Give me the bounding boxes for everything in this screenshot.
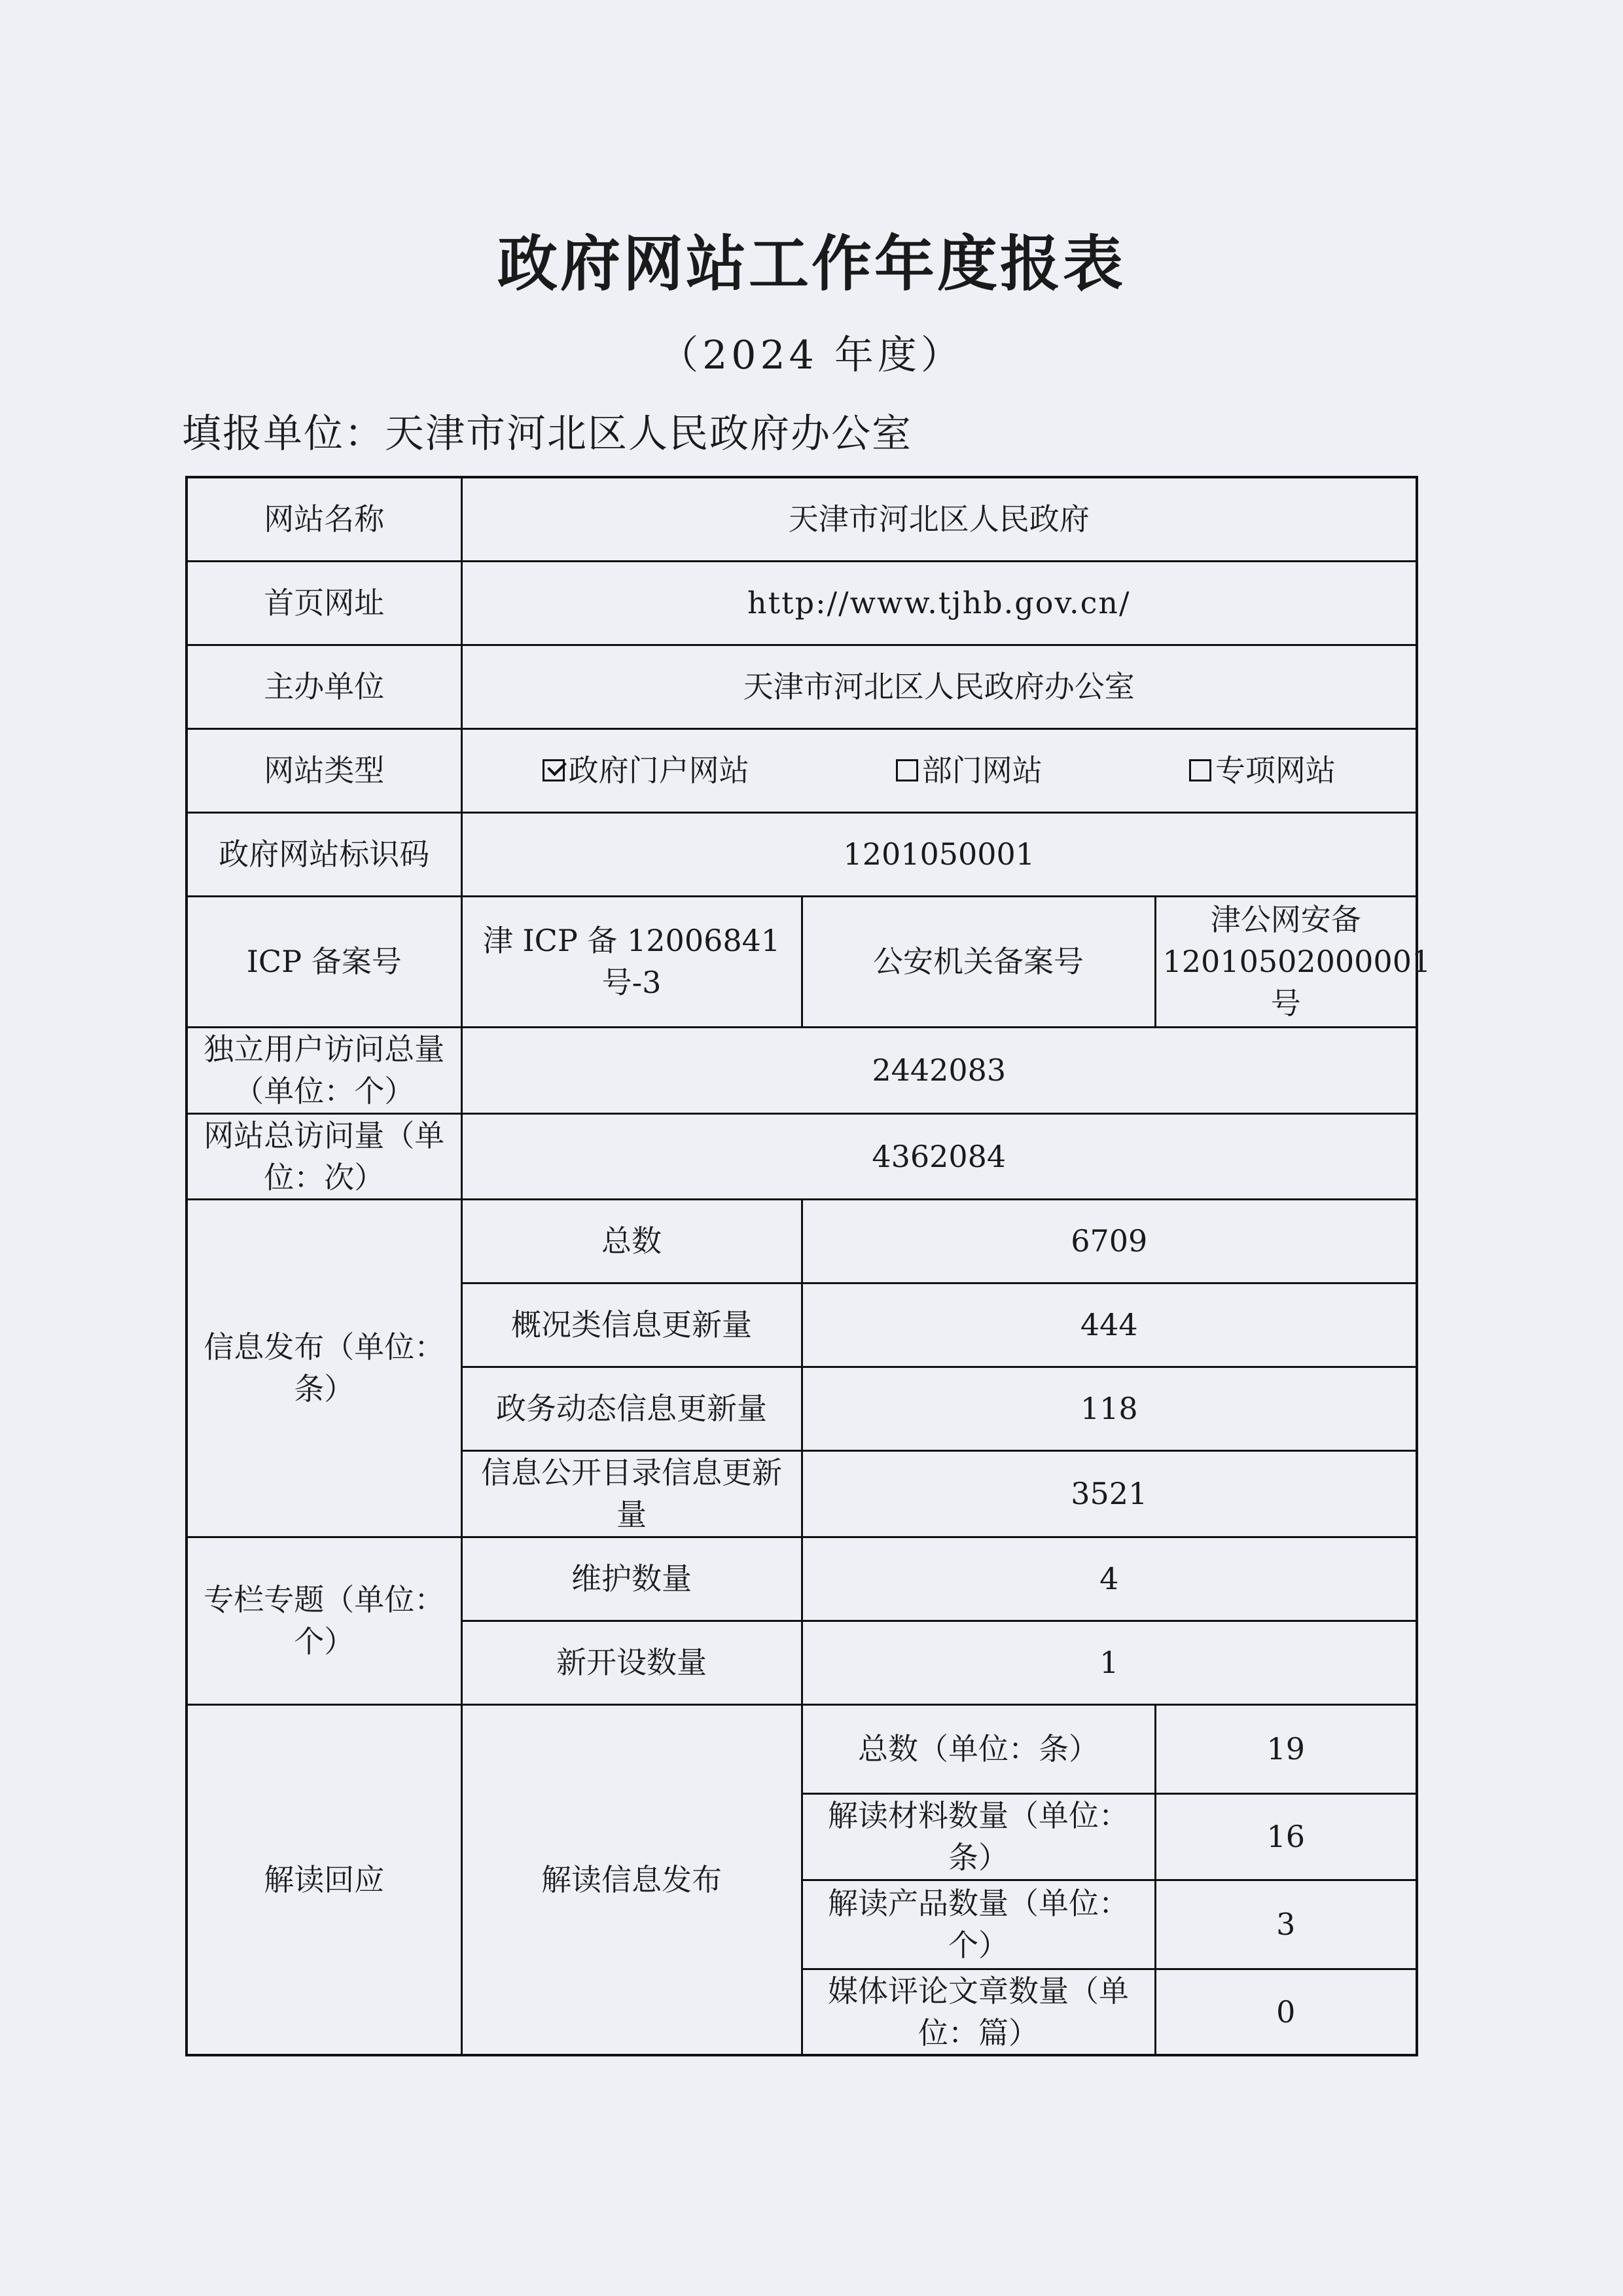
interp-item-value: 16: [1155, 1793, 1417, 1880]
unique-visitors-value: 2442083: [461, 1027, 1417, 1113]
interpretation-label: 解读回应: [187, 1704, 461, 2055]
page-title: 政府网站工作年度报表: [497, 229, 1126, 299]
interp-item-label: 媒体评论文章数量（单位：篇）: [802, 1969, 1155, 2055]
info-item-value: 3521: [802, 1450, 1417, 1537]
interp-item-value: 0: [1155, 1969, 1417, 2055]
interpretation-sub-label: 解读信息发布: [461, 1704, 802, 2055]
site-type-label: 网站类型: [187, 728, 461, 812]
unique-visitors-label: 独立用户访问总量（单位：个）: [187, 1027, 461, 1113]
total-visits-value: 4362084: [461, 1113, 1417, 1199]
type-option-special: [1189, 749, 1336, 791]
police-record-label: 公安机关备案号: [802, 896, 1155, 1027]
type-option-special-label: 专项网站: [1215, 753, 1336, 788]
info-item-value: 118: [802, 1367, 1417, 1450]
info-item-label: 信息公开目录信息更新量: [461, 1450, 802, 1537]
unchecked-checkbox-icon: [896, 759, 918, 781]
columns-item-label: 新开设数量: [461, 1621, 802, 1704]
host-label: 主办单位: [187, 645, 461, 728]
icp-value: 津 ICP 备 12006841 号-3: [461, 896, 802, 1027]
site-id-label: 政府网站标识码: [187, 812, 461, 896]
homepage-label: 首页网址: [187, 561, 461, 645]
type-option-portal: [543, 749, 749, 791]
type-option-department: [896, 749, 1043, 791]
police-record-value: 津公网安备 12010502000001 号: [1155, 896, 1417, 1027]
row-total-visits: [187, 1113, 1417, 1199]
site-name-label: 网站名称: [187, 477, 461, 561]
info-item-value: 444: [802, 1283, 1417, 1367]
total-visits-label: 网站总访问量（单位：次）: [187, 1113, 461, 1199]
row-host: [187, 645, 1417, 728]
homepage-value: http://www.tjhb.gov.cn/: [461, 561, 1417, 645]
info-publish-label: 信息发布（单位：条）: [187, 1199, 461, 1537]
row-site-name: [187, 477, 1417, 561]
type-option-portal-label: 政府门户网站: [568, 753, 749, 788]
columns-label: 专栏专题（单位：个）: [187, 1537, 461, 1704]
reporting-unit: 填报单位：天津市河北区人民政府办公室: [182, 411, 912, 457]
interp-item-value: 19: [1155, 1704, 1417, 1793]
interp-item-label: 总数（单位：条）: [802, 1704, 1155, 1793]
columns-item-value: 4: [802, 1537, 1417, 1621]
type-option-department-label: 部门网站: [921, 753, 1043, 788]
interp-item-value: 3: [1155, 1880, 1417, 1969]
interp-item-label: 解读材料数量（单位：条）: [802, 1793, 1155, 1880]
site-name-value: 天津市河北区人民政府: [461, 477, 1417, 561]
icp-label: ICP 备案号: [187, 896, 461, 1027]
info-item-label: 概况类信息更新量: [461, 1283, 802, 1367]
report-year: （2024 年度）: [659, 332, 964, 378]
unchecked-checkbox-icon: [1189, 759, 1211, 781]
checked-checkbox-icon: [543, 759, 565, 781]
site-id-value: 1201050001: [461, 812, 1417, 896]
columns-item-label: 维护数量: [461, 1537, 802, 1621]
columns-item-value: 1: [802, 1621, 1417, 1704]
row-unique-visitors: [187, 1027, 1417, 1113]
report-table: [185, 476, 1431, 2056]
row-site-id: [187, 812, 1417, 896]
row-homepage: [187, 561, 1417, 645]
row-columns-maintain: [187, 1537, 1417, 1621]
host-value: 天津市河北区人民政府办公室: [461, 645, 1417, 728]
interp-item-label: 解读产品数量（单位：个）: [802, 1880, 1155, 1969]
site-type-options: [461, 728, 1417, 812]
info-item-label: 总数: [461, 1199, 802, 1283]
row-interp-total: [187, 1704, 1417, 1793]
row-site-type: [187, 728, 1417, 812]
row-icp: [187, 896, 1417, 1027]
info-item-value: 6709: [802, 1199, 1417, 1283]
row-info-total: [187, 1199, 1417, 1283]
info-item-label: 政务动态信息更新量: [461, 1367, 802, 1450]
